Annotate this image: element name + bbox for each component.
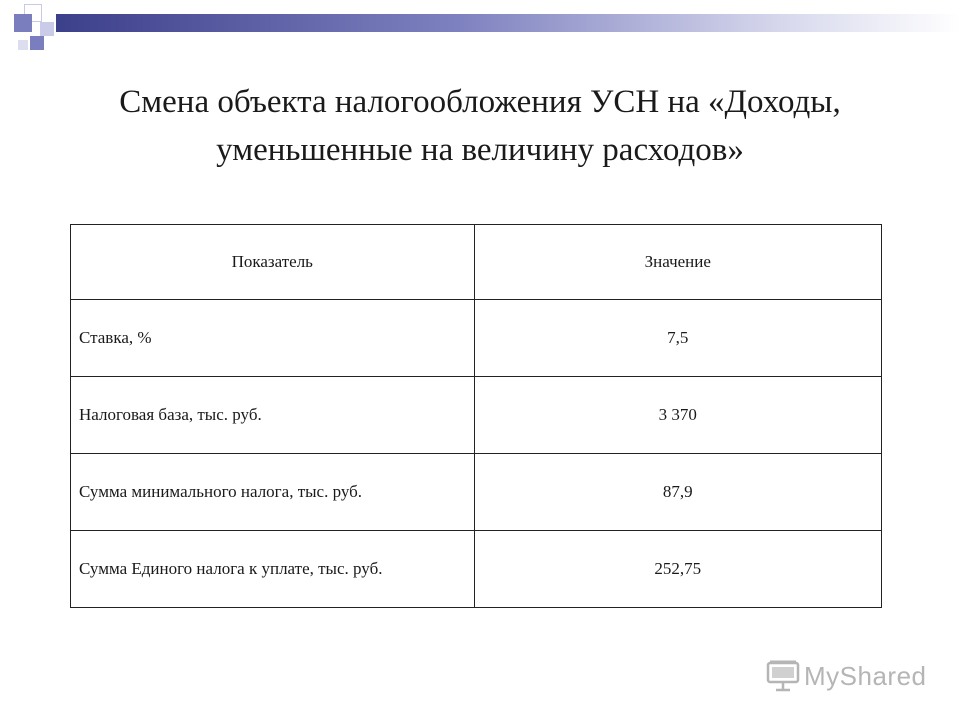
row-value: 252,75 xyxy=(474,531,881,608)
column-header-value: Значение xyxy=(474,225,881,300)
decor-square xyxy=(18,40,28,50)
row-label: Сумма минимального налога, тыс. руб. xyxy=(71,454,475,531)
table-header-row xyxy=(71,225,882,300)
watermark-text: MyShared xyxy=(804,660,927,691)
slide-title: Смена объекта налогообложения УСН на «Доходы, уменьшенные на величину расходов» xyxy=(119,84,841,168)
column-header-indicator: Показатель xyxy=(71,225,475,300)
row-value: 3 370 xyxy=(474,377,881,454)
watermark-logo xyxy=(766,658,936,694)
indicator-table xyxy=(70,224,882,608)
table-row xyxy=(71,377,882,454)
decor-square xyxy=(14,14,32,32)
row-label: Налоговая база, тыс. руб. xyxy=(71,377,475,454)
row-label: Ставка, % xyxy=(71,300,475,377)
row-label: Сумма Единого налога к уплате, тыс. руб. xyxy=(71,531,475,608)
header-stripe xyxy=(56,14,960,32)
decor-square xyxy=(40,22,54,36)
table-row xyxy=(71,531,882,608)
row-value: 87,9 xyxy=(474,454,881,531)
row-value: 7,5 xyxy=(474,300,881,377)
decor-square xyxy=(30,36,44,50)
table-row xyxy=(71,300,882,377)
table-row xyxy=(71,454,882,531)
presentation-board-icon xyxy=(766,660,800,692)
